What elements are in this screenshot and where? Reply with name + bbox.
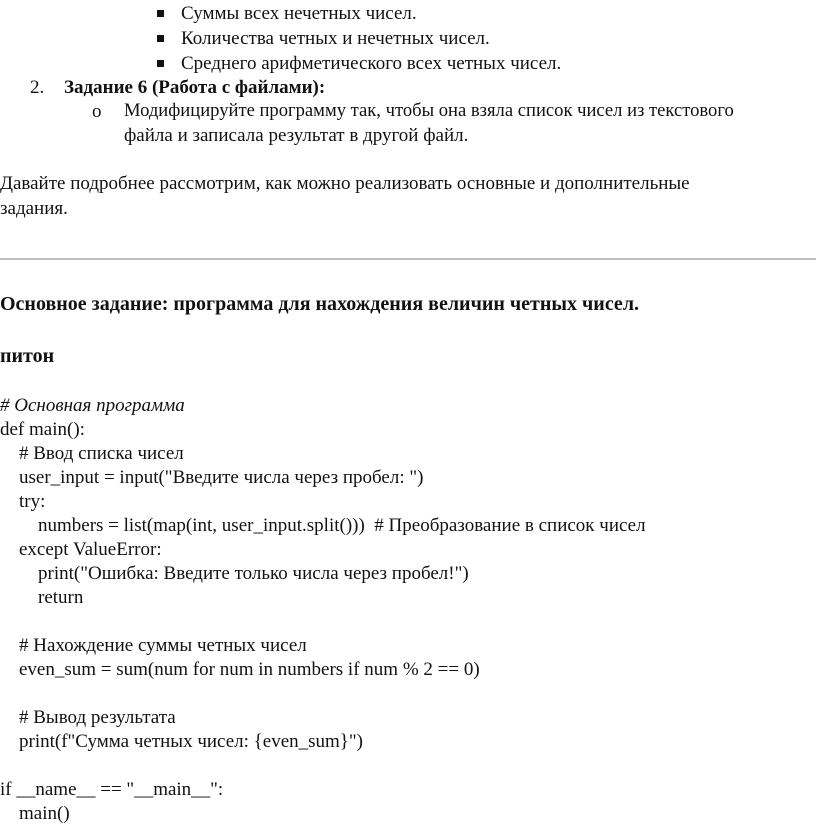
task-number: 2. [30, 77, 45, 98]
horizontal-divider [0, 258, 816, 260]
paragraph-line-1: Давайте подробнее рассмотрим, как можно реализовать основные и дополнительные [0, 173, 690, 194]
code-line: numbers = list(map(int, user_input.split())) # Преобразование в список чисел [0, 515, 646, 536]
code-line: except ValueError: [0, 539, 162, 560]
code-line: return [0, 587, 84, 608]
list-item: Количества четных и нечетных чисел. [181, 28, 490, 49]
code-line: main() [0, 803, 70, 824]
language-label: питон [0, 345, 55, 367]
code-line: def main(): [0, 419, 85, 440]
list-item: Суммы всех нечетных чисел. [181, 3, 417, 24]
circle-bullet: o [92, 101, 102, 122]
code-line: # Ввод списка чисел [0, 443, 184, 464]
task-title: Задание 6 (Работа с файлами): [64, 77, 326, 98]
paragraph-line-2: задания. [0, 198, 68, 219]
code-line: # Нахождение суммы четных чисел [0, 635, 307, 656]
code-line: even_sum = sum(num for num in numbers if num % 2 == 0) [0, 659, 480, 680]
task-text-line-1: Модифицируйте программу так, чтобы она взяла список чисел из текстового [124, 100, 734, 121]
code-line: if __name__ == "__main__": [0, 779, 224, 800]
code-line: print(f"Сумма четных чисел: {even_sum}") [0, 731, 364, 752]
bullet-square-3 [157, 60, 164, 67]
code-line: # Основная программа [0, 395, 185, 416]
code-line: # Вывод результата [0, 707, 176, 728]
section-heading: Основное задание: программа для нахождения величин четных чисел. [0, 293, 640, 315]
list-item: Среднего арифметического всех четных чисел. [181, 53, 562, 74]
code-line: try: [0, 491, 46, 512]
task-text-line-2: файла и записала результат в другой файл. [124, 125, 469, 146]
bullet-square-2 [157, 35, 164, 42]
bullet-square-1 [157, 10, 164, 17]
code-line: user_input = input("Введите числа через пробел: ") [0, 467, 424, 488]
code-line: print("Ошибка: Введите только числа через пробел!") [0, 563, 469, 584]
